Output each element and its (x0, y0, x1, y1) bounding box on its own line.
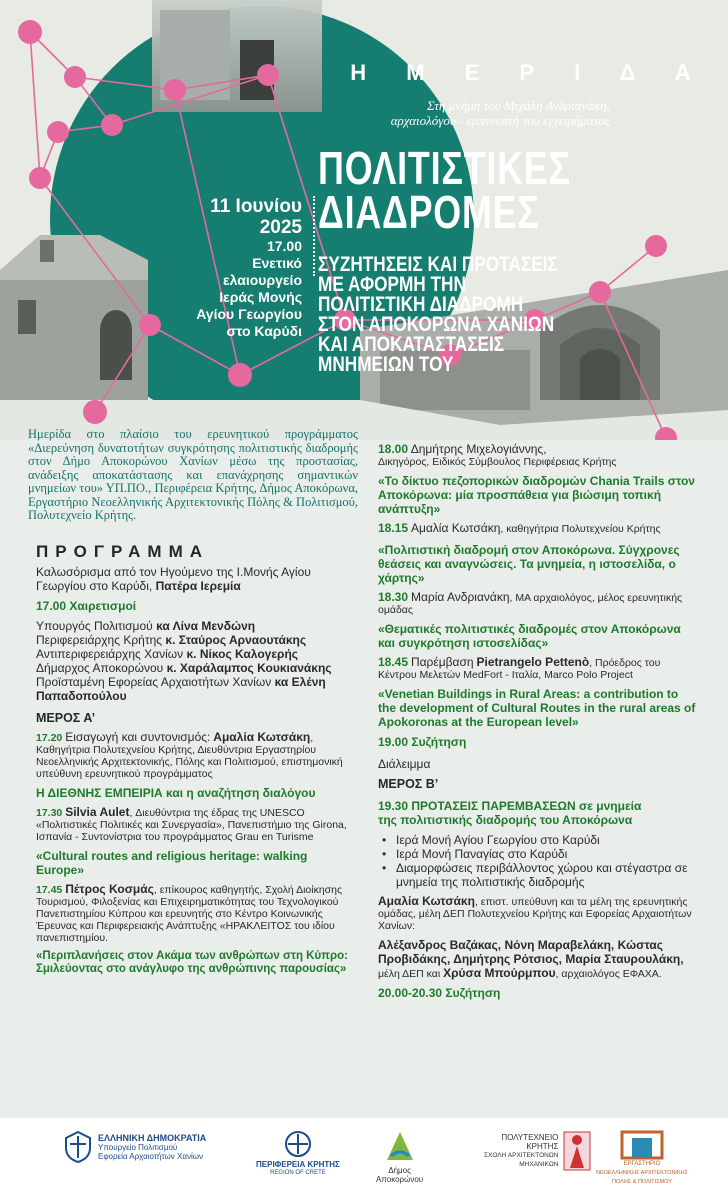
session-time: 17.45 (36, 884, 63, 896)
greeting-role: Δήμαρχος Αποκορώνου (36, 661, 164, 675)
title-line-1: ΠΟΛΙΤΙΣΤΙΚΕΣ (318, 142, 571, 194)
discussion-1: 19.00 Συζήτηση (378, 735, 467, 749)
session-time: 18.30 (378, 590, 409, 604)
talk-title: «Θεματικές πολιτιστικές διαδρομές στον Αποκόρωνα και συγκρότηση ιστοσελίδας» (378, 622, 681, 650)
workshop-logo-icon (620, 1130, 664, 1160)
greeting-role: Περιφερειάρχης Κρήτης (36, 633, 163, 647)
welcome-line (36, 565, 356, 593)
minoan-figure-icon (562, 1130, 592, 1172)
member-role: μέλη ΔΕΠ και (378, 968, 444, 980)
sponsor-logos (0, 1118, 728, 1200)
greeting-person: κα Ελένη Παπαδοπούλου (36, 675, 326, 703)
part-b-heading: ΜΕΡΟΣ Β’ (378, 777, 439, 791)
session-andrianaki (378, 591, 696, 616)
session-petteno (378, 656, 696, 681)
session-text: Παρέμβαση (410, 655, 474, 669)
member-name: Χρύσα Μπούρμπου (443, 966, 556, 980)
session-time: 18.45 (378, 655, 409, 669)
speaker-name: Αμαλία Κωτσάκη (213, 730, 311, 744)
event-title (318, 142, 614, 238)
memory-line-1: Στη μνήμη του Μιχάλη Ανδριανάκη, (426, 98, 610, 113)
logo-text: ΚΡΗΤΗΣ (526, 1142, 559, 1151)
greeting-person: κ. Νίκος Καλογερής (186, 647, 299, 661)
greeting-person: κ. Σταύρος Αρναουτάκης (165, 633, 307, 647)
venue-line: Ενετικό (252, 255, 302, 271)
logo-text: Δήμος (388, 1166, 411, 1175)
talk-title: «Cultural routes and religious heritage: walking Europe» (36, 849, 308, 877)
monument-list (378, 833, 696, 889)
list-item: • Ιερά Μονή Παναγίας στο Καρύδι (382, 847, 696, 861)
title-line-2: ΔΙΑΔΡΟΜΕΣ (318, 186, 540, 238)
session-kosmas (36, 883, 356, 944)
program-heading: ΠΡΟΓΡΑΜΜΑ (36, 542, 210, 561)
subtitle-line: ΠΟΛΙΤΙΣΤΙΚΗ ΔΙΑΔΡΟΜΗ (318, 293, 524, 316)
speaker-name: Αμαλία Κωτσάκη (410, 521, 501, 535)
speaker-name: Αμαλία Κωτσάκη (378, 894, 475, 908)
speaker-name: Πέτρος Κοσμάς (65, 882, 154, 896)
member-role: , αρχαιολόγος ΕΦΑΧΑ. (555, 968, 662, 980)
speaker-desc: Δικηγόρος, Ειδικός Σύμβουλος Περιφέρειας Κρήτης (378, 456, 617, 468)
session-kotsaki (378, 522, 696, 535)
logo-region-crete (256, 1130, 340, 1178)
program-left-column (36, 542, 356, 976)
list-item: • Ιερά Μονή Αγίου Γεωργίου στο Καρύδι (382, 833, 696, 847)
logo-text: ΠΟΛΥΤΕΧΝΕΙΟ (501, 1133, 559, 1142)
divider-dotted (313, 196, 315, 276)
logo-text: ΕΛΛΗΝΙΚΗ ΔΗΜΟΚΡΑΤΙΑ (98, 1132, 207, 1143)
venue-line: Αγίου Γεωργίου (196, 306, 302, 322)
welcome-host: Πατέρα Ιερεμία (155, 579, 241, 593)
speaker-desc: , MA αρχαιολόγος, μέλος ερευνητικής ομάδας (378, 592, 683, 616)
part-a-heading: ΜΕΡΟΣ Α’ (36, 711, 96, 725)
subtitle-line: ΜΕ ΑΦΟΡΜΗ ΤΗΝ (318, 273, 466, 296)
break-label: Διάλειμμα (378, 757, 431, 771)
subtitle-line: ΣΤΟΝ ΑΠΟΚΟΡΩΝΑ ΧΑΝΙΩΝ (318, 313, 555, 336)
proposals-title: 19.30 ΠΡΟΤΑΣΕΙΣ ΠΑΡΕΜΒΑΣΕΩΝ σε μνημεία (378, 799, 642, 813)
logo-technical-university-crete (484, 1130, 592, 1172)
greeting-person: κα Λίνα Μενδώνη (156, 619, 256, 633)
greeting-1 (36, 619, 356, 633)
logo-text: ΠΟΛΗΣ & ΠΟΛΙΤΙΣΜΟΥ (612, 1179, 672, 1185)
session-aulet (36, 806, 356, 843)
team-members (378, 938, 696, 980)
talk-title: «Πολιτιστική διαδρομή στον Αποκόρωνα. Σύγχρονες θεάσεις και αναγνώσεις. Τα μνημεία, η ιστοσελίδα, ο χάρτης» (378, 543, 680, 585)
international-heading: Η ΔΙΕΘΝΗΣ ΕΜΠΕΙΡΙΑ και η αναζήτηση διαλόγου (36, 786, 316, 800)
speaker-desc: , Διευθύντρια της έδρας της UNESCO «Πολιτιστικές Πολιτικές και Συνεργασία», Πανεπιστήμιο της Girona, Ισπανία - Συντονίστρια του προγράμματος Grau en Turisme (36, 807, 347, 843)
greek-emblem-icon (64, 1130, 92, 1164)
speaker-desc: , καθηγήτρια Πολυτεχνείου Κρήτης (500, 523, 661, 535)
speaker-name: Silvia Aulet (65, 805, 130, 819)
session-time: 17.30 (36, 807, 63, 819)
greeting-4 (36, 661, 356, 675)
talk-title: «Περιπλανήσεις στον Ακάμα των ανθρώπων στη Κύπρο: Σμιλεύοντας στο ανάγλυφο της ανθρώπινης παρουσίας» (36, 950, 348, 975)
session-intro (36, 731, 356, 780)
event-type-label: Η Μ Ε Ρ Ι Δ Α (350, 60, 708, 85)
speaker-desc: , επιστ. υπεύθυνη και τα μέλη της ερευνητικής ομάδας, μέλη ΔΕΠ Πολυτεχνείου Κρήτης και Εφορείας Αρχαιοτήτων Χανίων: (378, 896, 692, 932)
list-item: • Διαμορφώσεις περιβάλλοντος χώρου και στέγαστρα σε μνημεία της πολιτιστικής διαδρομής (382, 861, 696, 889)
speaker-name: Pietrangelo Pettenò (476, 655, 590, 669)
session-time: 18.15 (378, 521, 409, 535)
logo-text: ΣΧΟΛΗ ΑΡΧΙΤΕΚΤΟΝΩΝ (484, 1152, 559, 1159)
session-text: Εισαγωγή και συντονισμός: (65, 730, 211, 744)
logo-text: REGION OF CRETE (270, 1170, 326, 1176)
logo-workshop-nacc (596, 1130, 688, 1187)
logo-hellenic-republic (64, 1130, 206, 1164)
subtitle-line: ΜΝΗΜΕΙΩΝ ΤΟΥ (318, 353, 454, 376)
apokoronas-logo-icon (385, 1130, 415, 1166)
proposals-title-2: της πολιτιστικής διαδρομής του Αποκόρωνα (378, 813, 633, 827)
session-time: 18.00 (378, 442, 409, 456)
program-right-column (378, 442, 696, 1000)
memory-line-2: αρχαιολόγου - εμπνευστή του εγχειρήματος (390, 113, 610, 128)
church-photo (0, 235, 148, 400)
event-date: 11 Ιουνίου (210, 196, 302, 217)
memorial-dedication (320, 98, 610, 128)
talk-title: «Venetian Buildings in Rural Areas: a contribution to the development of Cultural Routes in the rural areas of Apokoronas at the European level» (378, 687, 696, 729)
logo-text: Αποκορώνου (376, 1175, 424, 1184)
logo-municipality-apokoronas (376, 1130, 423, 1184)
speaker-desc: , Καθηγήτρια Πολυτεχνείου Κρήτης, Διευθύντρια Εργαστηρίου Νεοελληνικής Αρχιτεκτονικής, Πόλης και Πολιτισμού, επιστημονική υπεύθυνη ερευνητικού προγράμματος (36, 732, 343, 780)
hero-banner (0, 0, 728, 440)
greeting-3 (36, 647, 356, 661)
event-subtitle (318, 255, 613, 375)
speaker-name: Μαρία Ανδριανάκη (410, 590, 510, 604)
logo-text: ΜΗΧΑΝΙΚΩΝ (519, 1161, 559, 1168)
logo-text: Εφορεία Αρχαιοτήτων Χανίων (98, 1151, 203, 1161)
session-michelogiannis (378, 442, 696, 456)
greeting-role: Αντιπεριφερειάρχης Χανίων (36, 647, 184, 661)
intro-text: Ημερίδα στο πλαίσιο του ερευνητικού προγράμματος «Διερεύνηση δυνατοτήτων συγκρότησης πολιτιστικής διαδρομής στον Δήμο Αποκορώνου Χανίων μέσω της προστασίας, ανάδειξης αποκατάστασης και επανάχρησης σημαντικών μνημείων του» ΥΠ.ΠΟ., Περιφέρεια Κρήτης, Δήμος Αποκόρωνα, Εργαστήριο Νεοελληνικής Αρχιτεκτονικής Πόλης & Πολιτισμού, Πολυτεχνείο Κρήτης. (28, 427, 358, 522)
greetings-title: 17.00 Χαιρετισμοί (36, 599, 137, 613)
venue-line: ελαιουργείο (223, 272, 302, 288)
date-venue-block (150, 196, 302, 340)
subtitle-line: ΚΑΙ ΑΠΟΚΑΤΑΣΤΑΣΕΙΣ (318, 333, 505, 356)
session-time: 17.20 (36, 732, 63, 744)
event-year: 2025 (259, 217, 302, 238)
venue-line: Ιεράς Μονής (219, 289, 302, 305)
venue-line: στο Καρύδι (226, 323, 302, 339)
talk-title: «Το δίκτυο πεζοπορικών διαδρομών Chania Trails στον Αποκόρωνα: μία προσπάθεια για βιώσιμη τοπική ανάπτυξη» (378, 474, 695, 516)
logo-text: ΠΕΡΙΦΕΡΕΙΑ ΚΡΗΤΗΣ (256, 1160, 340, 1169)
welcome-text: Καλωσόρισμα από τον Ηγούμενο της Ι.Μονής Αγίου Γεωργίου στο Καρύδι, (36, 565, 311, 593)
logo-text: ΕΡΓΑΣΤΗΡΙΟ (623, 1161, 661, 1167)
speaker-desc: , επίκουρος καθηγητής, Σχολή Διοίκησης Τουρισμού, Φιλοξενίας και Επιχειρηματικότητας του Τεχνολογικού Πανεπιστημίου Κύπρου και ερευνητής στο Κέντρο Κοινωνικής Έρευνας και Περιφερειακής Ανάπτυξης «ΗΡΑΚΛΕΙΤΟΣ του ιδίου πανεπιστημίου. (36, 884, 343, 944)
discussion-2: 20.00-20.30 Συζήτηση (378, 986, 501, 1000)
member-names: Αλέξανδρος Βαζάκας, Νόνη Μαραβελάκη, Κώστας Προβιδάκης, Δημήτρης Ρότσιος, Μαρία Σταυρουλάκη, (378, 938, 684, 966)
greeting-5 (36, 675, 356, 703)
logo-text: ΝΕΟΕΛΛΗΝΙΚΗΣ ΑΡΧΙΤΕΚΤΟΝΙΚΗΣ (596, 1170, 688, 1176)
greeting-person: κ. Χαράλαμπος Κουκιανάκης (166, 661, 332, 675)
logo-text: Υπουργείο Πολιτισμού (98, 1142, 178, 1152)
speaker-name: Δημήτρης Μιχελογιάννης, (410, 442, 547, 456)
subtitle-line: ΣΥΖΗΤΗΣΕΙΣ ΚΑΙ ΠΡΟΤΑΣΕΙΣ (318, 253, 558, 276)
research-team (378, 895, 696, 932)
event-time: 17.00 (266, 238, 302, 254)
greeting-role: Προϊσταμένη Εφορείας Αρχαιοτήτων Χανίων (36, 675, 272, 689)
region-crete-emblem-icon (284, 1130, 312, 1160)
greeting-role: Υπουργός Πολιτισμού (36, 619, 153, 633)
greeting-2 (36, 633, 356, 647)
speaker-desc: , Πρόεδρος του Κέντρου Μελετών MedFort - Ιταλία, Marco Polo Project (378, 657, 661, 681)
